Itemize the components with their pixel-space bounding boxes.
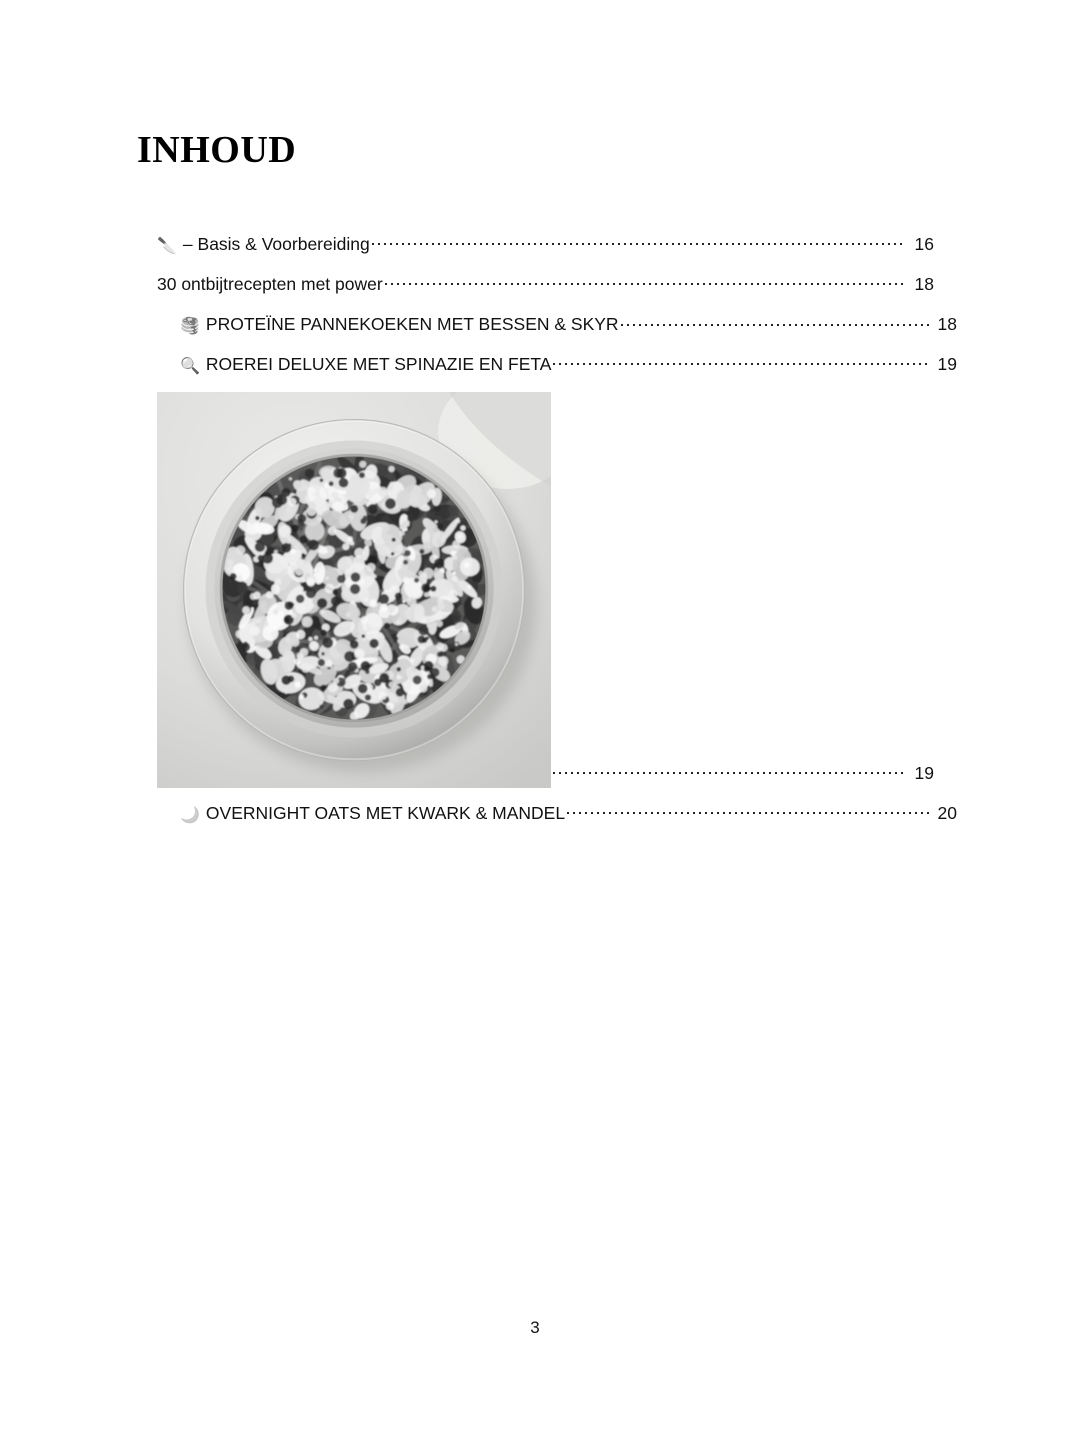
toc-entry[interactable] — [157, 313, 957, 336]
toc-entry-label: PROTEÏNE PANNEKOEKEN MET BESSEN & SKYR — [205, 314, 619, 335]
dot-leader — [621, 313, 929, 331]
crescent-moon-icon: 🌙 — [180, 807, 200, 824]
table-of-contents — [157, 232, 957, 841]
toc-entry-label: OVERNIGHT OATS MET KWARK & MANDEL — [205, 803, 566, 823]
toc-page-number: 19 — [937, 353, 957, 374]
toc-entry-leader-group — [551, 763, 934, 788]
toc-page-number: 19 — [914, 762, 934, 783]
toc-entry[interactable] — [157, 352, 957, 375]
magnifying-glass-icon: 🔍 — [180, 357, 200, 375]
toc-entry-label: – Basis & Voorbereiding — [182, 233, 370, 254]
toc-entry[interactable] — [157, 232, 934, 255]
page-title: INHOUD — [137, 129, 297, 171]
dot-leader — [385, 272, 906, 290]
recipe-photo — [157, 392, 551, 788]
toc-entry-label: 30 ontbijtrecepten met power — [157, 273, 383, 294]
toc-entry-label: ROEREI DELUXE MET SPINAZIE EN FETA — [205, 353, 552, 374]
toc-page-number: 20 — [937, 803, 957, 823]
knife-icon: 🔪 — [157, 237, 177, 255]
toc-entry[interactable] — [157, 802, 957, 825]
toc-page-number: 18 — [937, 314, 957, 335]
dot-leader — [372, 232, 906, 250]
toc-page-number: 16 — [914, 233, 934, 254]
pancakes-icon: 🥞 — [180, 318, 200, 336]
page-footer-number: 3 — [530, 1318, 540, 1337]
toc-page-number: 18 — [914, 273, 934, 294]
dot-leader — [567, 802, 929, 820]
dot-leader — [553, 763, 906, 779]
toc-entry-photo[interactable] — [157, 392, 934, 788]
toc-entry[interactable] — [157, 272, 934, 295]
dot-leader — [553, 352, 929, 370]
